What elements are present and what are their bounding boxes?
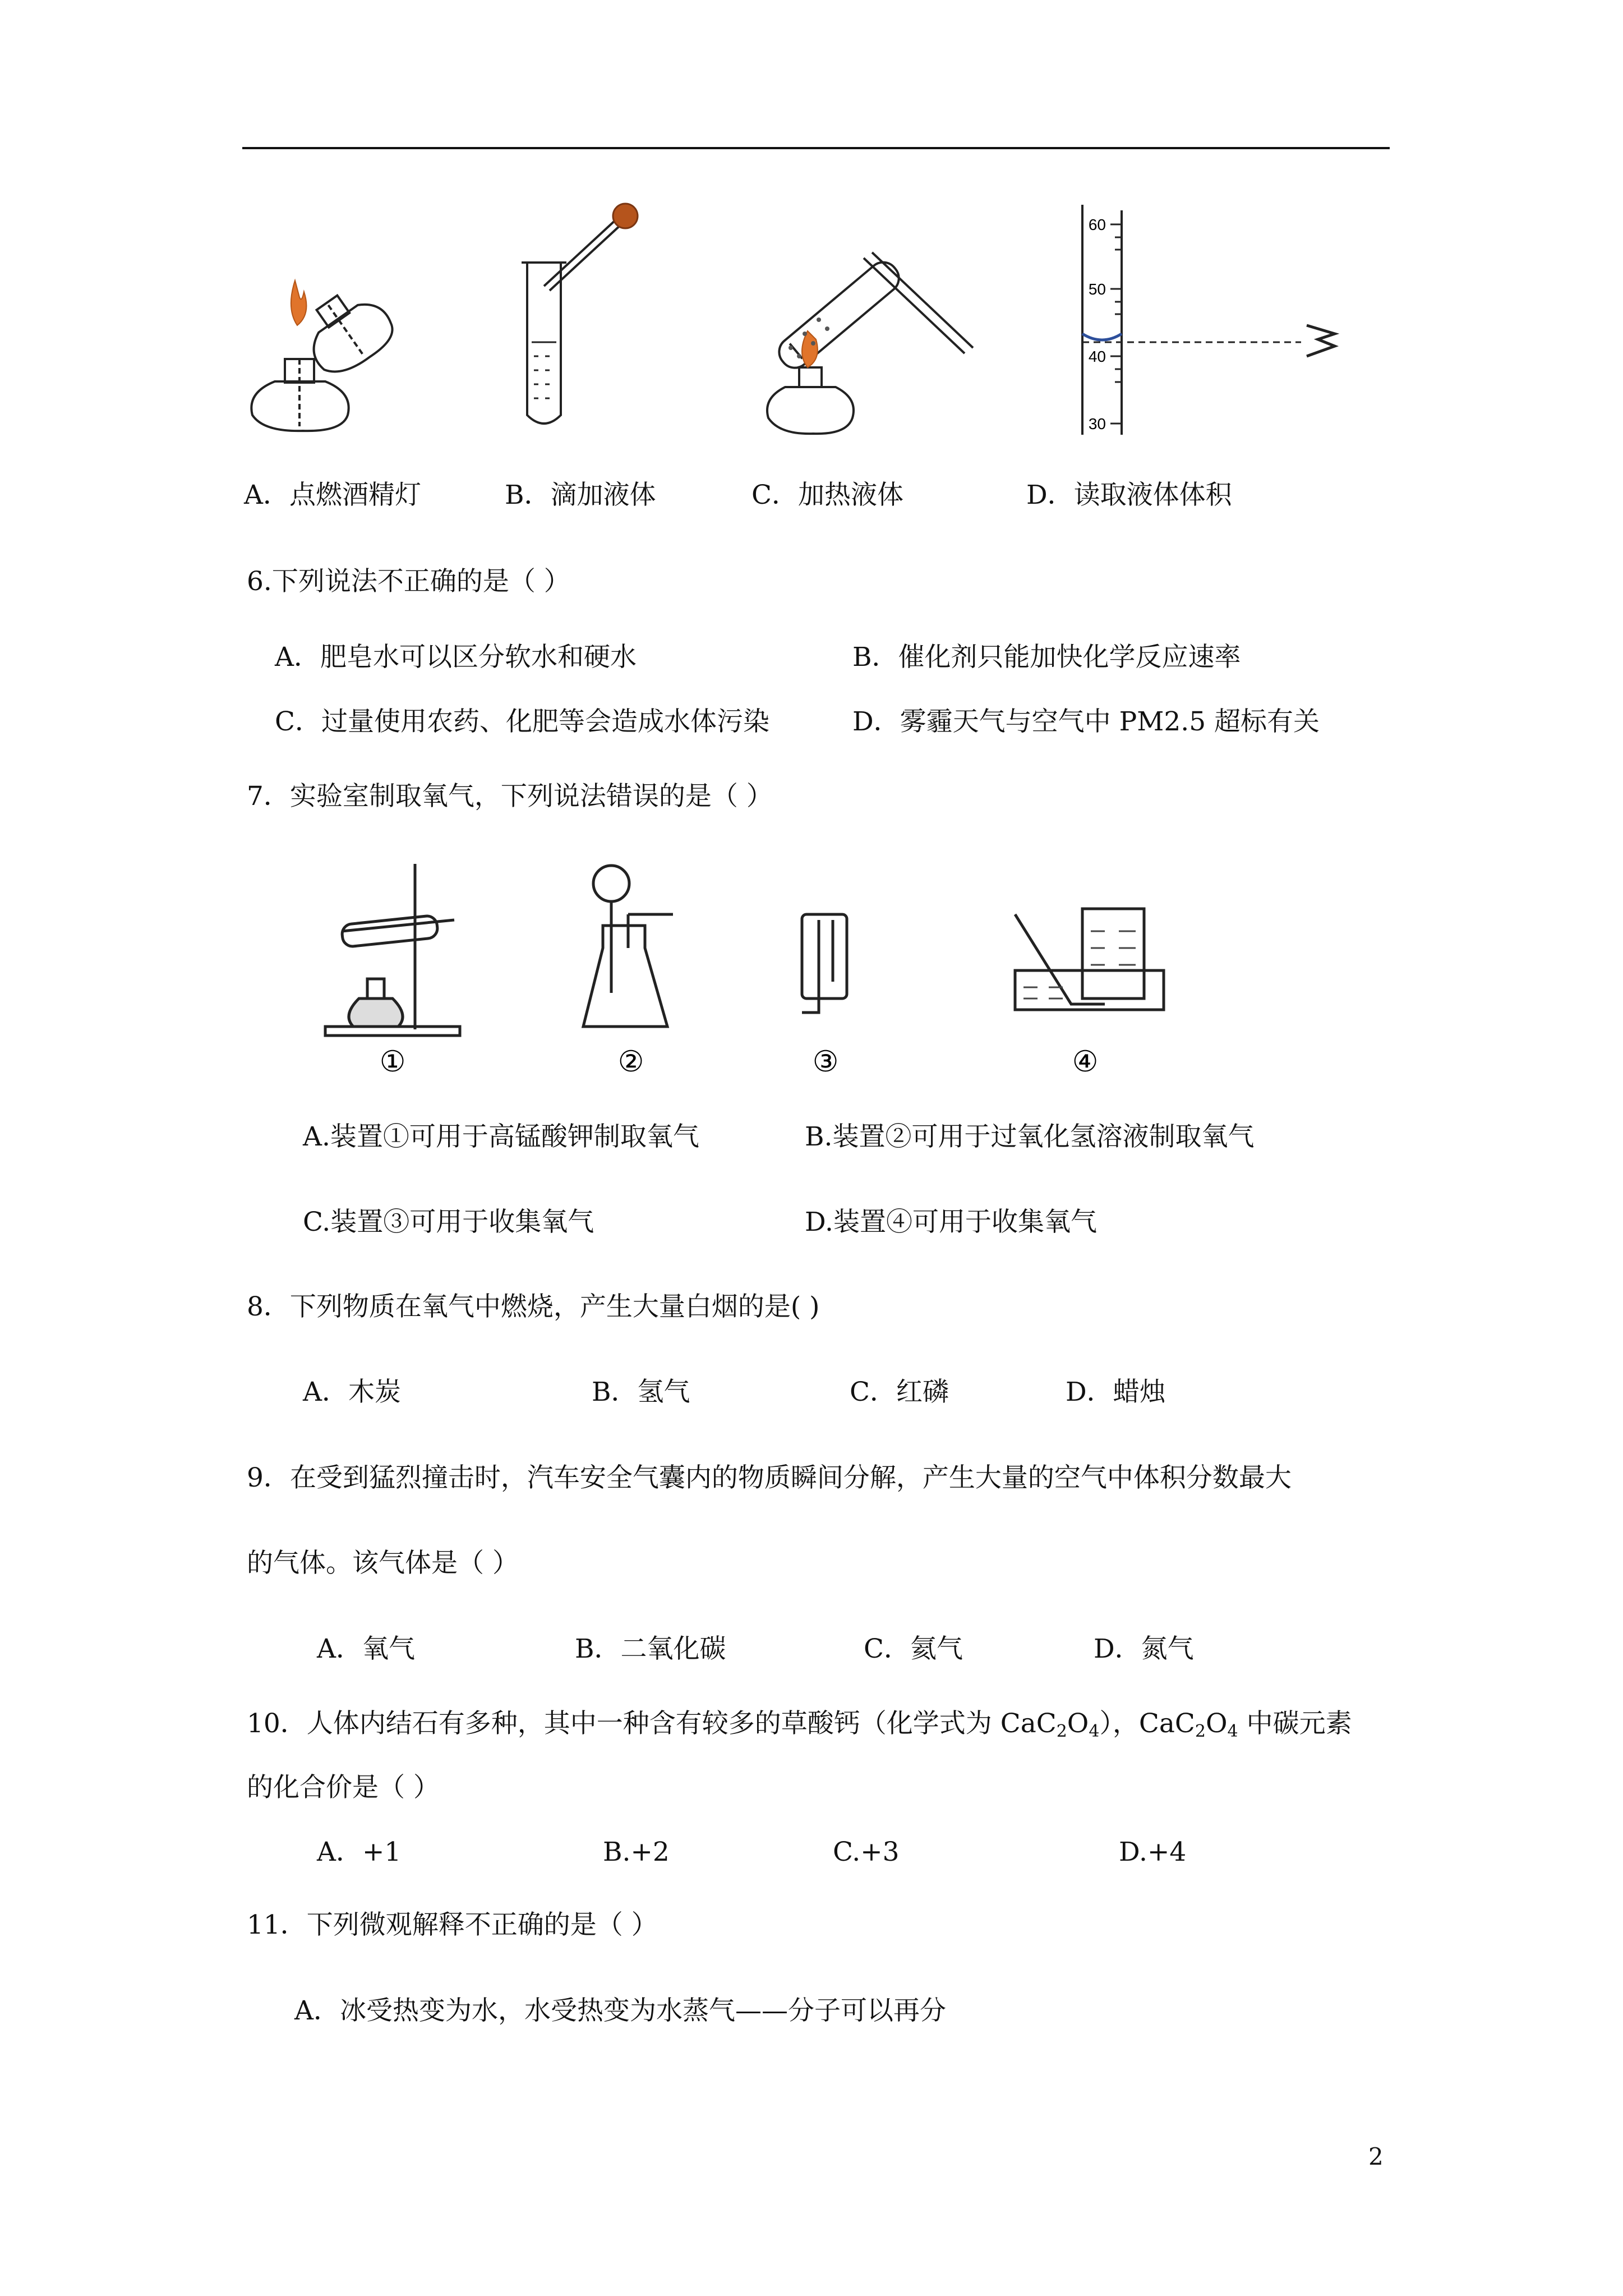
apparatus-2 [578, 858, 690, 1077]
q6-option-c: C．过量使用农药、化肥等会造成水体污染 [275, 706, 769, 737]
apparatus-3 [791, 898, 869, 1077]
cylinder-tick: 40 [1088, 348, 1106, 365]
page-number: 2 [1368, 2143, 1384, 2170]
q7-stem: 7．实验室制取氧气，下列说法错误的是（ ） [247, 781, 773, 812]
q10-option-d: D.+4 [1119, 1837, 1187, 1867]
cylinder-tick: 50 [1088, 280, 1106, 298]
q11-stem: 11．下列微观解释不正确的是（ ） [247, 1910, 658, 1940]
q8-option-c: C．红磷 [850, 1377, 949, 1407]
q5-option-d: D．读取液体体积 [1026, 480, 1232, 510]
apparatus-4 [1004, 898, 1172, 1077]
q7-option-b: B.装置②可用于过氧化氢溶液制取氧气 [805, 1121, 1255, 1152]
q6-stem: 6.下列说法不正确的是（ ） [247, 566, 570, 597]
q9-option-b: B．二氧化碳 [575, 1634, 726, 1664]
q6-option-a: A．肥皂水可以区分软水和硬水 [275, 642, 637, 673]
q10-option-b: B.+2 [603, 1837, 670, 1867]
apparatus-label-1: ① [379, 1045, 406, 1077]
q8-option-a: A．木炭 [303, 1377, 401, 1407]
figure-read-volume [1071, 199, 1352, 440]
apparatus-label-3: ③ [812, 1045, 839, 1077]
q6-option-b: B．催化剂只能加快化学反应速率 [852, 642, 1241, 673]
q9-option-a: A．氧气 [317, 1634, 415, 1664]
figure-heat-liquid [751, 219, 976, 438]
q8-option-d: D．蜡烛 [1066, 1377, 1166, 1407]
apparatus-label-4: ④ [1072, 1045, 1099, 1077]
q9-stem-line2: 的气体。该气体是（ ） [247, 1548, 519, 1579]
q7-option-a: A.装置①可用于高锰酸钾制取氧气 [303, 1121, 699, 1152]
cylinder-tick: 60 [1088, 216, 1106, 233]
q6-option-d: D．雾霾天气与空气中 PM2.5 超标有关 [852, 706, 1320, 737]
q9-stem-line1: 9．在受到猛烈撞击时，汽车安全气囊内的物质瞬间分解，产生大量的空气中体积分数最大 [247, 1462, 1292, 1493]
q10-option-c: C.+3 [833, 1837, 900, 1867]
q10-stem-line2: 的化合价是（ ） [247, 1772, 440, 1803]
q11-option-a: A．冰受热变为水，水受热变为水蒸气——分子可以再分 [294, 1995, 946, 2026]
q9-option-d: D．氮气 [1094, 1634, 1194, 1664]
figure-light-alcohol-lamp [241, 258, 398, 438]
q5-option-b: B．滴加液体 [505, 480, 656, 510]
q8-stem: 8．下列物质在氧气中燃烧，产生大量白烟的是( ) [247, 1291, 820, 1322]
apparatus-label-2: ② [617, 1045, 644, 1077]
q5-option-c: C．加热液体 [751, 480, 903, 510]
cylinder-tick: 30 [1088, 415, 1106, 432]
figure-add-liquid [505, 196, 651, 432]
q7-option-c: C.装置③可用于收集氧气 [303, 1207, 594, 1237]
q5-option-a: A．点燃酒精灯 [244, 480, 421, 510]
header-rule [242, 147, 1390, 149]
q9-option-c: C．氦气 [864, 1634, 963, 1664]
q8-option-b: B．氢气 [592, 1377, 690, 1407]
q7-option-d: D.装置④可用于收集氧气 [805, 1207, 1097, 1237]
q10-option-a: A．+1 [317, 1837, 402, 1867]
apparatus-1 [320, 858, 471, 1077]
q10-stem-line1: 10．人体内结石有多种，其中一种含有较多的草酸钙（化学式为 $CaC_2O_4$），$CaC_2O_4$ 中碳元素 [247, 1708, 1352, 1741]
